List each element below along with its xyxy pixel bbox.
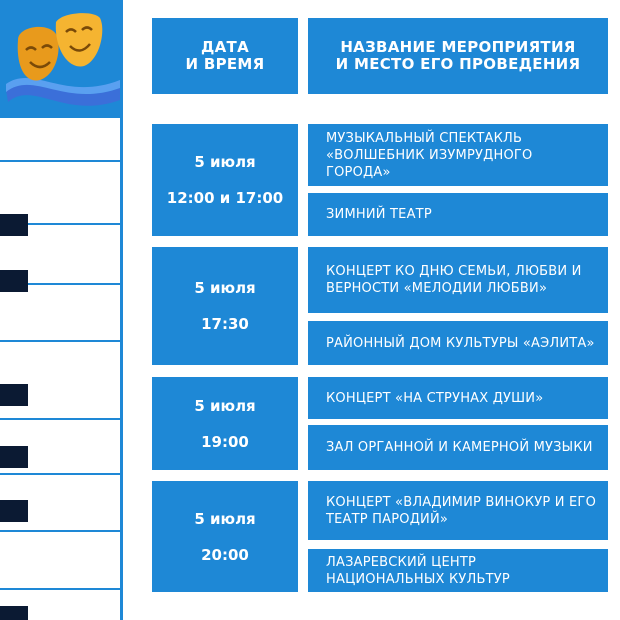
event-title: КОНЦЕРТ «НА СТРУНАХ ДУШИ» [308, 377, 608, 419]
event-venue: ЗИМНИЙ ТЕАТР [308, 193, 608, 236]
event-title: МУЗЫКАЛЬНЫЙ СПЕКТАКЛЬ «ВОЛШЕБНИК ИЗУМРУДНОГО ГОРОДА» [308, 124, 608, 186]
header-event-place: НАЗВАНИЕ МЕРОПРИЯТИЯ И МЕСТО ЕГО ПРОВЕДЕНИЯ [308, 18, 608, 94]
event-title: КОНЦЕРТ «ВЛАДИМИР ВИНОКУР И ЕГО ТЕАТР ПАРОДИЙ» [308, 481, 608, 540]
event-time: 20:00 [201, 545, 249, 564]
header-date-time: ДАТА И ВРЕМЯ [152, 18, 298, 94]
event-date-cell [152, 377, 298, 470]
piano-key-line [0, 473, 120, 475]
event-date: 5 июля [194, 153, 256, 171]
piano-black-key [0, 214, 28, 236]
event-date: 5 июля [194, 509, 256, 528]
event-title: КОНЦЕРТ КО ДНЮ СЕМЬИ, ЛЮБВИ И ВЕРНОСТИ «МЕЛОДИИ ЛЮБВИ» [308, 247, 608, 313]
event-time: 12:00 и 17:00 [166, 189, 284, 207]
piano-black-key [0, 384, 28, 406]
piano-key-line [0, 588, 120, 590]
piano-strip [0, 118, 123, 620]
piano-key-line [0, 418, 120, 420]
piano-key-line [0, 530, 120, 532]
piano-black-key [0, 500, 28, 522]
event-time: 17:30 [201, 315, 249, 333]
piano-key-line [0, 340, 120, 342]
piano-black-key [0, 606, 28, 620]
sidebar-decoration [0, 0, 123, 620]
piano-black-key [0, 446, 28, 468]
theater-masks-icon [4, 8, 122, 108]
piano-key-line [0, 160, 120, 162]
event-venue: ЗАЛ ОРГАННОЙ И КАМЕРНОЙ МУЗЫКИ [308, 425, 608, 470]
event-venue: РАЙОННЫЙ ДОМ КУЛЬТУРЫ «АЭЛИТА» [308, 321, 608, 365]
event-date: 5 июля [194, 279, 256, 297]
event-venue: ЛАЗАРЕВСКИЙ ЦЕНТР НАЦИОНАЛЬНЫХ КУЛЬТУР [308, 549, 608, 592]
event-date-cell [152, 247, 298, 365]
event-date: 5 июля [194, 396, 256, 415]
event-date-cell [152, 481, 298, 592]
piano-black-key [0, 270, 28, 292]
event-date-cell [152, 124, 298, 236]
event-time: 19:00 [201, 432, 249, 451]
